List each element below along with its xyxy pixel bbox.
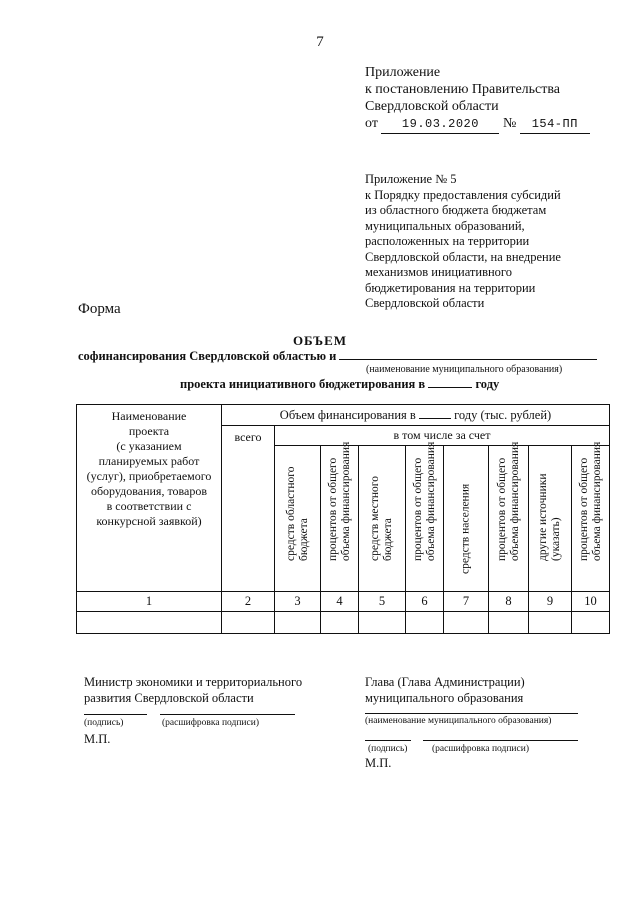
volume-year-blank xyxy=(419,418,451,419)
head-decode-hint: (расшифровка подписи) xyxy=(432,744,529,754)
header-line: процентов от общего xyxy=(326,457,339,561)
table-cell xyxy=(489,612,529,634)
volume-header xyxy=(222,405,610,426)
minister-decode-hint: (расшифровка подписи) xyxy=(162,718,259,728)
page-number: 7 xyxy=(316,34,324,50)
col-local-percent-header xyxy=(406,441,444,592)
header-line: планируемых работ xyxy=(98,454,200,468)
table-cell xyxy=(444,612,489,634)
appendix-header xyxy=(365,64,590,134)
form-label: Форма xyxy=(78,301,121,317)
appendix-5-line: к Порядку предоставления субсидий xyxy=(365,187,561,202)
appendix-5-line: расположенных на территории xyxy=(365,234,530,248)
appendix-5-line: Свердловской области, на внедрение xyxy=(365,249,561,264)
including-header: в том числе за счет xyxy=(275,426,610,446)
col-regional-percent-header xyxy=(321,441,359,592)
header-line: (с указанием xyxy=(116,439,182,453)
date-prefix: от xyxy=(365,116,378,131)
subtitle-project-year: году xyxy=(475,377,500,391)
column-number: 2 xyxy=(222,592,275,612)
total-header: всего xyxy=(222,426,275,592)
column-number: 7 xyxy=(444,592,489,612)
column-number: 9 xyxy=(529,592,572,612)
table-cell xyxy=(222,612,275,634)
form-title: ОБЪЕМ xyxy=(292,333,348,348)
appendix-header-line: к постановлению Правительства xyxy=(365,82,561,97)
table-cell xyxy=(359,612,406,634)
header-line: бюджета xyxy=(382,518,394,561)
head-stamp-place: М.П. xyxy=(365,756,392,770)
municipality-blank xyxy=(339,359,597,360)
header-line: объема финансирования xyxy=(508,441,521,561)
table-cell xyxy=(406,612,444,634)
resolution-number: 154-ПП xyxy=(520,116,590,134)
minister-sign-hint: (подпись) xyxy=(84,718,124,728)
minister-title-line: развития Свердловской области xyxy=(84,691,254,705)
header-line: бюджета xyxy=(297,518,310,561)
header-line: средств областного xyxy=(284,466,297,561)
appendix-5-block xyxy=(365,172,605,312)
header-line: объема финансирования xyxy=(590,441,603,561)
resolution-date-line xyxy=(365,115,590,134)
appendix-5-line: механизмов инициативного xyxy=(365,265,512,279)
financing-table xyxy=(76,404,610,634)
header-line: средств населения xyxy=(459,483,472,574)
signature-block-head xyxy=(365,674,525,706)
column-number: 10 xyxy=(572,592,610,612)
col-local-budget-header xyxy=(359,446,406,592)
column-number: 1 xyxy=(77,592,222,612)
column-number: 4 xyxy=(321,592,359,612)
table-cell xyxy=(529,612,572,634)
subtitle-cofinancing-text: софинансирования Свердловской областью и xyxy=(78,349,337,363)
subtitle-cofinancing xyxy=(78,349,597,364)
column-number: 8 xyxy=(489,592,529,612)
header-line: процентов от общего xyxy=(495,457,508,561)
header-line: (указать) xyxy=(550,517,562,561)
head-title-line: муниципального образования xyxy=(365,691,524,705)
col-population-percent-header xyxy=(489,441,529,592)
head-title-line: Глава (Глава Администрации) xyxy=(365,675,525,689)
header-line: объема финансирования xyxy=(339,441,352,561)
header-line: Наименование xyxy=(111,409,187,423)
header-line: в соответствии с xyxy=(106,499,192,513)
appendix-5-line: из областного бюджета бюджетам xyxy=(365,203,547,217)
column-number: 3 xyxy=(275,592,321,612)
signature-block-minister xyxy=(84,674,302,706)
header-line: проекта xyxy=(128,424,170,438)
head-municipality-hint: (наименование муниципального образования) xyxy=(365,716,552,726)
header-line: другие источники xyxy=(537,473,549,561)
header-line: объема финансирования xyxy=(424,441,437,561)
head-sign-hint: (подпись) xyxy=(368,744,408,754)
header-line: средств местного xyxy=(369,476,381,561)
minister-stamp-place: М.П. xyxy=(84,732,111,746)
column-number: 6 xyxy=(406,592,444,612)
column-numbers-row xyxy=(77,592,610,612)
col-other-sources-header xyxy=(529,446,572,592)
minister-decode-line xyxy=(160,714,295,715)
appendix-header-line: Приложение xyxy=(365,65,441,80)
table-cell xyxy=(275,612,321,634)
col-project-name-header xyxy=(77,405,222,592)
header-line: оборудования, товаров xyxy=(90,484,208,498)
table-cell xyxy=(572,612,610,634)
appendix-5-line: муниципальных образований, xyxy=(365,218,525,233)
head-municipality-line xyxy=(365,713,578,714)
number-prefix: № xyxy=(502,116,517,131)
head-signature-line xyxy=(365,740,411,741)
year-blank xyxy=(428,387,472,388)
volume-header-prefix: Объем финансирования в xyxy=(279,407,416,422)
volume-header-suffix: году (тыс. рублей) xyxy=(454,407,552,422)
col-population-funds-header xyxy=(444,446,489,592)
minister-title-line: Министр экономики и территориального xyxy=(84,675,303,689)
appendix-5-line: Свердловской области xyxy=(365,296,485,310)
head-decode-line xyxy=(423,740,578,741)
appendix-header-line: Свердловской области xyxy=(365,99,499,114)
table-row xyxy=(77,612,610,634)
column-number: 5 xyxy=(359,592,406,612)
header-line: (услуг), приобретаемого xyxy=(86,469,212,483)
table-cell xyxy=(321,612,359,634)
col-regional-budget-header xyxy=(275,446,321,592)
subtitle-project-text: проекта инициативного бюджетирования в xyxy=(180,377,426,391)
col-other-percent-header xyxy=(572,441,610,592)
minister-signature-line xyxy=(84,714,147,715)
appendix-5-line: бюджетирования на территории xyxy=(365,280,536,295)
appendix-5-line: Приложение № 5 xyxy=(365,172,457,186)
resolution-date: 19.03.2020 xyxy=(381,116,499,134)
header-line: процентов от общего xyxy=(577,457,590,561)
municipality-hint: (наименование муниципального образования) xyxy=(366,364,563,375)
header-line: процентов от общего xyxy=(411,457,424,561)
subtitle-project xyxy=(180,377,499,392)
table-cell xyxy=(77,612,222,634)
header-line: конкурсной заявкой) xyxy=(96,514,202,528)
